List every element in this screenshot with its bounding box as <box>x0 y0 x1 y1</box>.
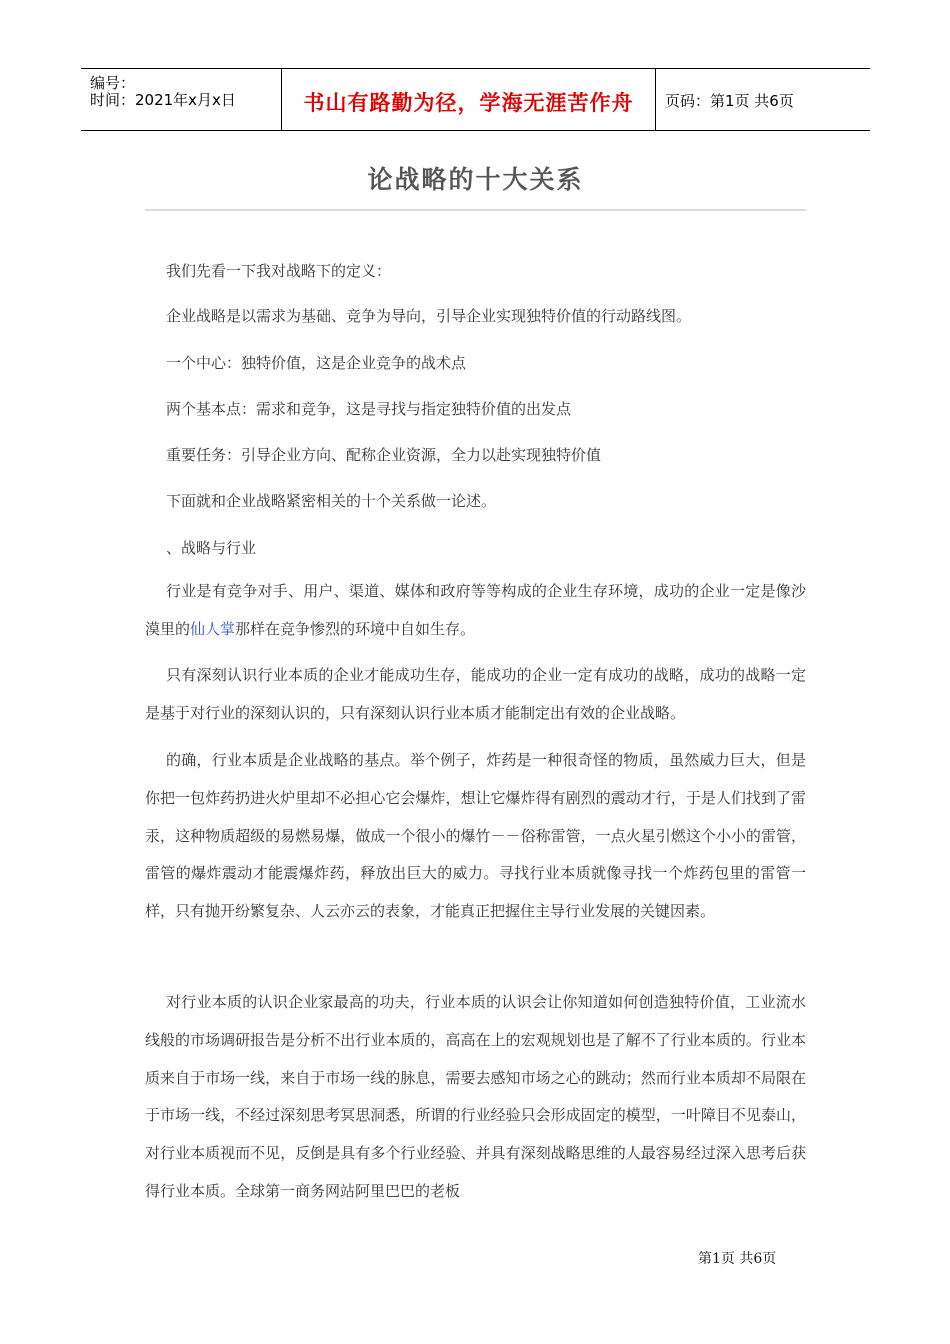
text-line: 下面就和企业战略紧密相关的十个关系做一论述。 <box>166 492 497 510</box>
section-heading: 、战略与行业 <box>166 539 257 557</box>
header-left-cell <box>81 69 281 130</box>
motto: 书山有路勤为径，学海无涯苦作舟 <box>303 91 634 115</box>
paragraph-2: 只有深刻认识行业本质的企业才能成功生存，能成功的企业一定有成功的战略，成功的战略一定是基于对行业的深刻认识的，只有深刻认识行业本质才能制定出有效的企业战略。 <box>145 666 806 722</box>
date-line: 时间：2021年x月x日 <box>90 91 236 109</box>
text-line: 一个中心：独特价值，这是企业竞争的战术点 <box>166 354 467 372</box>
title-divider <box>145 209 806 211</box>
text-line: 我们先看一下我对战略下的定义： <box>166 262 392 280</box>
paragraph-3: 的确，行业本质是企业战略的基点。举个例子，炸药是一种很奇怪的物质，虽然威力巨大，但是你把一包炸药扔进火炉里却不必担心它会爆炸，想让它爆炸得有剧烈的震动才行，于是人们找到了雷汞，这种物质超级的易燃易爆，做成一个很小的爆竹－－俗称雷管，一点火星引燃这个小小的雷管，雷管的爆炸震动才能震爆炸药，释放出巨大的威力。寻找行业本质就像寻找一个炸药包里的雷管一样，只有抛开纷繁复杂、人云亦云的表象，才能真正把握住主导行业发展的关键因素。 <box>145 751 806 921</box>
page-info: 页码：第1页 共6页 <box>665 92 794 110</box>
page-footer: 第1页 共6页 <box>698 1251 777 1267</box>
text-line: 企业战略是以需求为基础、竞争为导向，引导企业实现独特价值的行动路线图。 <box>166 307 692 325</box>
paragraph-1-text-b: 那样在竞争惨烈的环境中自如生存。 <box>235 619 476 638</box>
text-line: 两个基本点：需求和竞争，这是寻找与指定独特价值的出发点 <box>166 400 572 418</box>
serial-label: 编号： <box>90 74 136 92</box>
header-motto-cell <box>281 69 656 130</box>
cactus-link[interactable]: 仙人掌 <box>190 619 236 638</box>
text-line: 重要任务：引导企业方向、配称企业资源，全力以赴实现独特价值 <box>166 446 602 464</box>
paragraph-4: 对行业本质的认识企业家最高的功夫，行业本质的认识会让你知道如何创造独特价值，工业流水线般的市场调研报告是分析不出行业本质的，高高在上的宏观规划也是了解不了行业本质的。行业本质来自于市场一线，来自于市场一线的脉息，需要去感知市场之心的跳动；然而行业本质却不局限在于市场一线，不经过深刻思考冥思洞悉，所谓的行业经验只会形成固定的模型，一叶障目不见泰山，对行业本质视而不见，反倒是具有多个行业经验、并具有深刻战略思维的人最容易经过深入思考后获得行业本质。全球第一商务网站阿里巴巴的老板 <box>145 993 806 1200</box>
paragraph-1 <box>145 573 806 649</box>
document-title: 论战略的十大关系 <box>367 165 584 194</box>
paragraph-1-text-a: 行业是有竞争对手、用户、渠道、媒体和政府等等构成的企业生存环境，成功的企业一定是像沙漠里的 <box>145 582 806 638</box>
header-right-cell <box>655 69 870 130</box>
page-header <box>81 68 870 131</box>
